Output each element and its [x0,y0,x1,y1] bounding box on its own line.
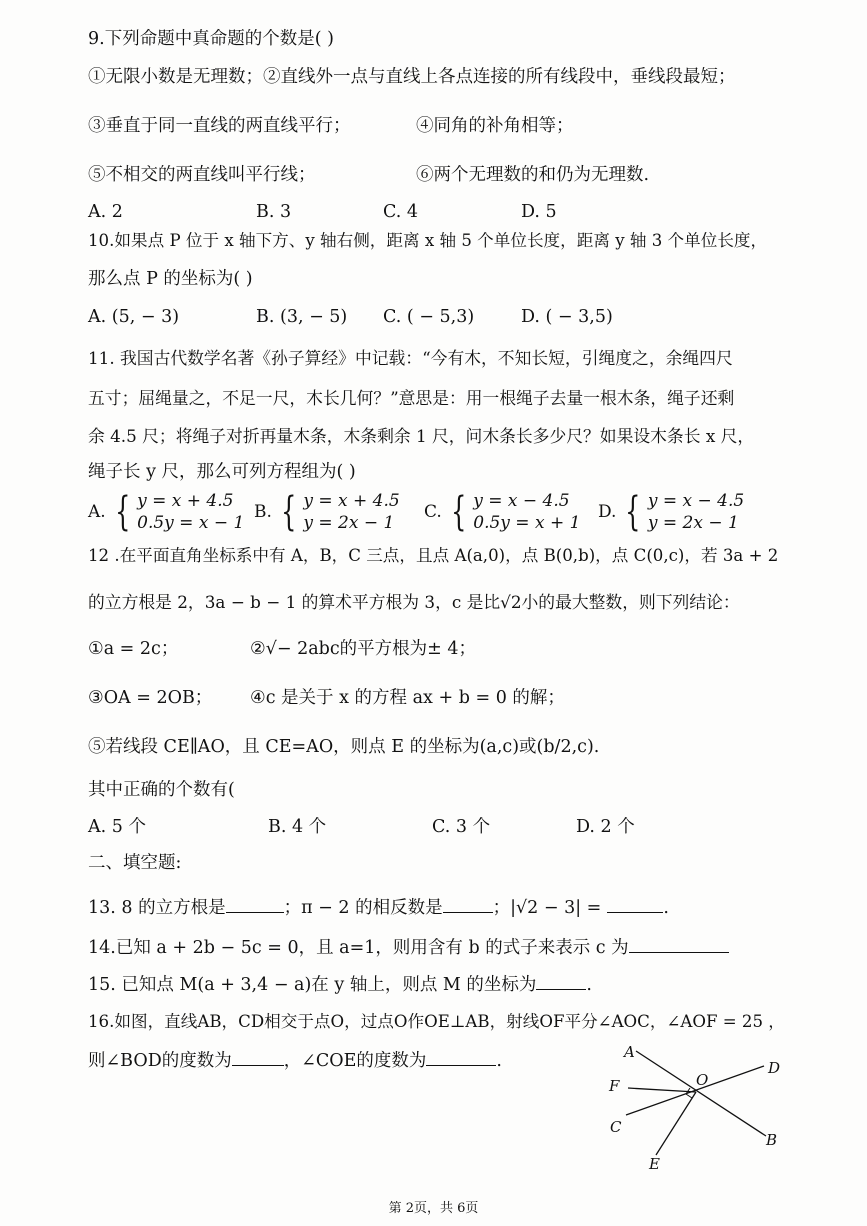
q11-option-c-label: C. [424,502,442,522]
q13-blank-3[interactable] [607,896,663,913]
q16-part-2: ，∠COE的度数为 [283,1051,427,1071]
q12-conclusion-4: ④c 是关于 x 的方程 ax + b = 0 的解； [250,688,565,708]
label-e: E [649,1155,660,1173]
q12-option-b: B. 4 个 [268,817,327,837]
q14-part-1: 14.已知 a + 2b − 5c = 0，且 a=1，则用含有 b 的式子来表示 c 为 [88,938,629,958]
q11-line-4: 绳子长 y 尺，那么可列方程组为( ) [88,462,356,482]
q16-geometry-figure [590,1035,805,1175]
q15-part-1: 15. 已知点 M(a + 3,4 − a)在 y 轴上，则点 M 的坐标为 [88,975,537,995]
q16-blank-1[interactable] [232,1049,284,1066]
q10-option-b: B. (3, − 5) [256,307,348,327]
q13-blank-2[interactable] [443,896,493,913]
q11-option-a [88,490,244,534]
q12-conclusion-5: ⑤若线段 CE∥AO，且 CE=AO，则点 E 的坐标为(a,c)或(b/2,c). [88,737,600,757]
brace-icon: { [625,489,641,535]
section-heading-fill-in: 二、填空题: [88,853,182,873]
q11-option-b [254,490,400,534]
q14-blank[interactable] [629,936,729,953]
q11-option-a-eq1: y = x + 4.5 [137,491,234,511]
q13-blank-1[interactable] [226,896,284,913]
q12-option-d: D. 2 个 [576,817,635,837]
q11-option-b-label: B. [254,502,272,522]
q11-option-d [598,490,744,534]
q14 [88,936,729,959]
label-b: B [766,1131,778,1149]
q11-option-b-eq2: y = 2x − 1 [303,513,395,533]
q10-stem-line-1: 10.如果点 P 位于 x 轴下方、y 轴右侧，距离 x 轴 5 个单位长度，距离 y 轴 3 个单位长度， [88,231,768,250]
brace-icon: { [114,489,131,535]
q12-conclusion-3: ③OA = 2OB； [88,688,213,708]
q11-line-2: 五寸；屈绳量之，不足一尺，木长几何？”意思是：用一根绳子去量一根木条，绳子还剩 [88,388,735,408]
ray-of [628,1088,696,1092]
label-o: O [696,1071,709,1089]
ray-oe [656,1092,696,1155]
q10-option-a: A. (5, − 3) [88,307,180,327]
q15-blank[interactable] [536,973,586,990]
label-c: C [610,1118,622,1136]
q11-option-c-eq2: 0.5y = x + 1 [473,513,581,533]
q16-line-1: 16.如图，直线AB，CD相交于点O，过点O作OE⊥AB，射线OF平分∠AOC，∠AOF = 25 ， [88,1012,785,1031]
q13-part-4: . [663,898,669,918]
q13-part-3: ；|√2 − 3| = [492,898,602,918]
q9-statement-4: ④同角的补角相等； [416,116,574,136]
q11-option-d-eq2: y = 2x − 1 [647,513,739,533]
label-a: A [624,1043,635,1061]
q11-line-3: 余 4.5 尺；将绳子对折再量木条，木条剩余 1 尺，问木条长多少尺？如果设木条长 x 尺， [88,426,755,446]
brace-icon: { [450,489,467,535]
q12-conclusion-1: ①a = 2c； [88,639,179,659]
q11-option-a-label: A. [88,502,106,522]
line-cd [626,1066,764,1115]
q9-statement-3: ③垂直于同一直线的两直线平行； [88,116,351,136]
q9-option-b: B. 3 [256,202,292,222]
q10-stem-line-2: 那么点 P 的坐标为( ) [88,269,253,289]
q13 [88,896,669,919]
q9-statement-5: ⑤不相交的两直线叫平行线； [88,165,316,185]
q13-part-2: ；π − 2 的相反数是 [283,898,443,918]
q16-blank-2[interactable] [426,1049,496,1066]
label-d: D [768,1059,781,1077]
q10-option-d: D. ( − 3,5) [521,307,613,327]
label-f: F [609,1077,620,1095]
q9-option-c: C. 4 [383,202,419,222]
q13-part-1: 13. 8 的立方根是 [88,898,226,918]
q11-option-c [424,490,580,534]
q11-line-1: 11. 我国古代数学名著《孙子算经》中记载：“今有木，不知长短，引绳度之，余绳四尺 [88,348,733,368]
q11-option-b-eq1: y = x + 4.5 [303,491,400,511]
q11-option-a-eq2: 0.5y = x − 1 [137,513,245,533]
q9-stem: 9.下列命题中真命题的个数是( ) [88,29,334,49]
q12-line-1: 12 .在平面直角坐标系中有 A，B，C 三点，且点 A(a,0)，点 B(0,b)，点 C(0,c)，若 3a + 2 [88,546,779,565]
q12-option-c: C. 3 个 [432,817,491,837]
q9-option-d: D. 5 [521,202,557,222]
q9-statement-6: ⑥两个无理数的和仍为无理数. [416,165,650,185]
q11-option-d-label: D. [598,502,617,522]
q11-option-d-eq1: y = x − 4.5 [647,491,745,511]
q12-line-2: 的立方根是 2，3a − b − 1 的算术平方根为 3，c 是比√2小的最大整数，则下列结论： [88,592,740,612]
q10-option-c: C. ( − 5,3) [383,307,475,327]
q12-ask: 其中正确的个数有( [88,780,235,800]
brace-icon: { [280,489,297,535]
q9-statement-1-2: ①无限小数是无理数；②直线外一点与直线上各点连接的所有线段中，垂线段最短； [88,67,736,87]
q15 [88,973,592,996]
line-ab [636,1051,766,1136]
page-footer: 第 2页，共 6页 [388,1201,479,1216]
q9-option-a: A. 2 [88,202,123,222]
q15-part-2: . [586,975,592,995]
q12-conclusion-2: ②√− 2abc的平方根为± 4； [250,639,476,659]
q16-part-1: 则∠BOD的度数为 [88,1051,232,1071]
q12-option-a: A. 5 个 [88,817,146,837]
q16-part-3: . [496,1051,502,1071]
q11-option-c-eq1: y = x − 4.5 [473,491,570,511]
q16-line-2 [88,1049,502,1072]
